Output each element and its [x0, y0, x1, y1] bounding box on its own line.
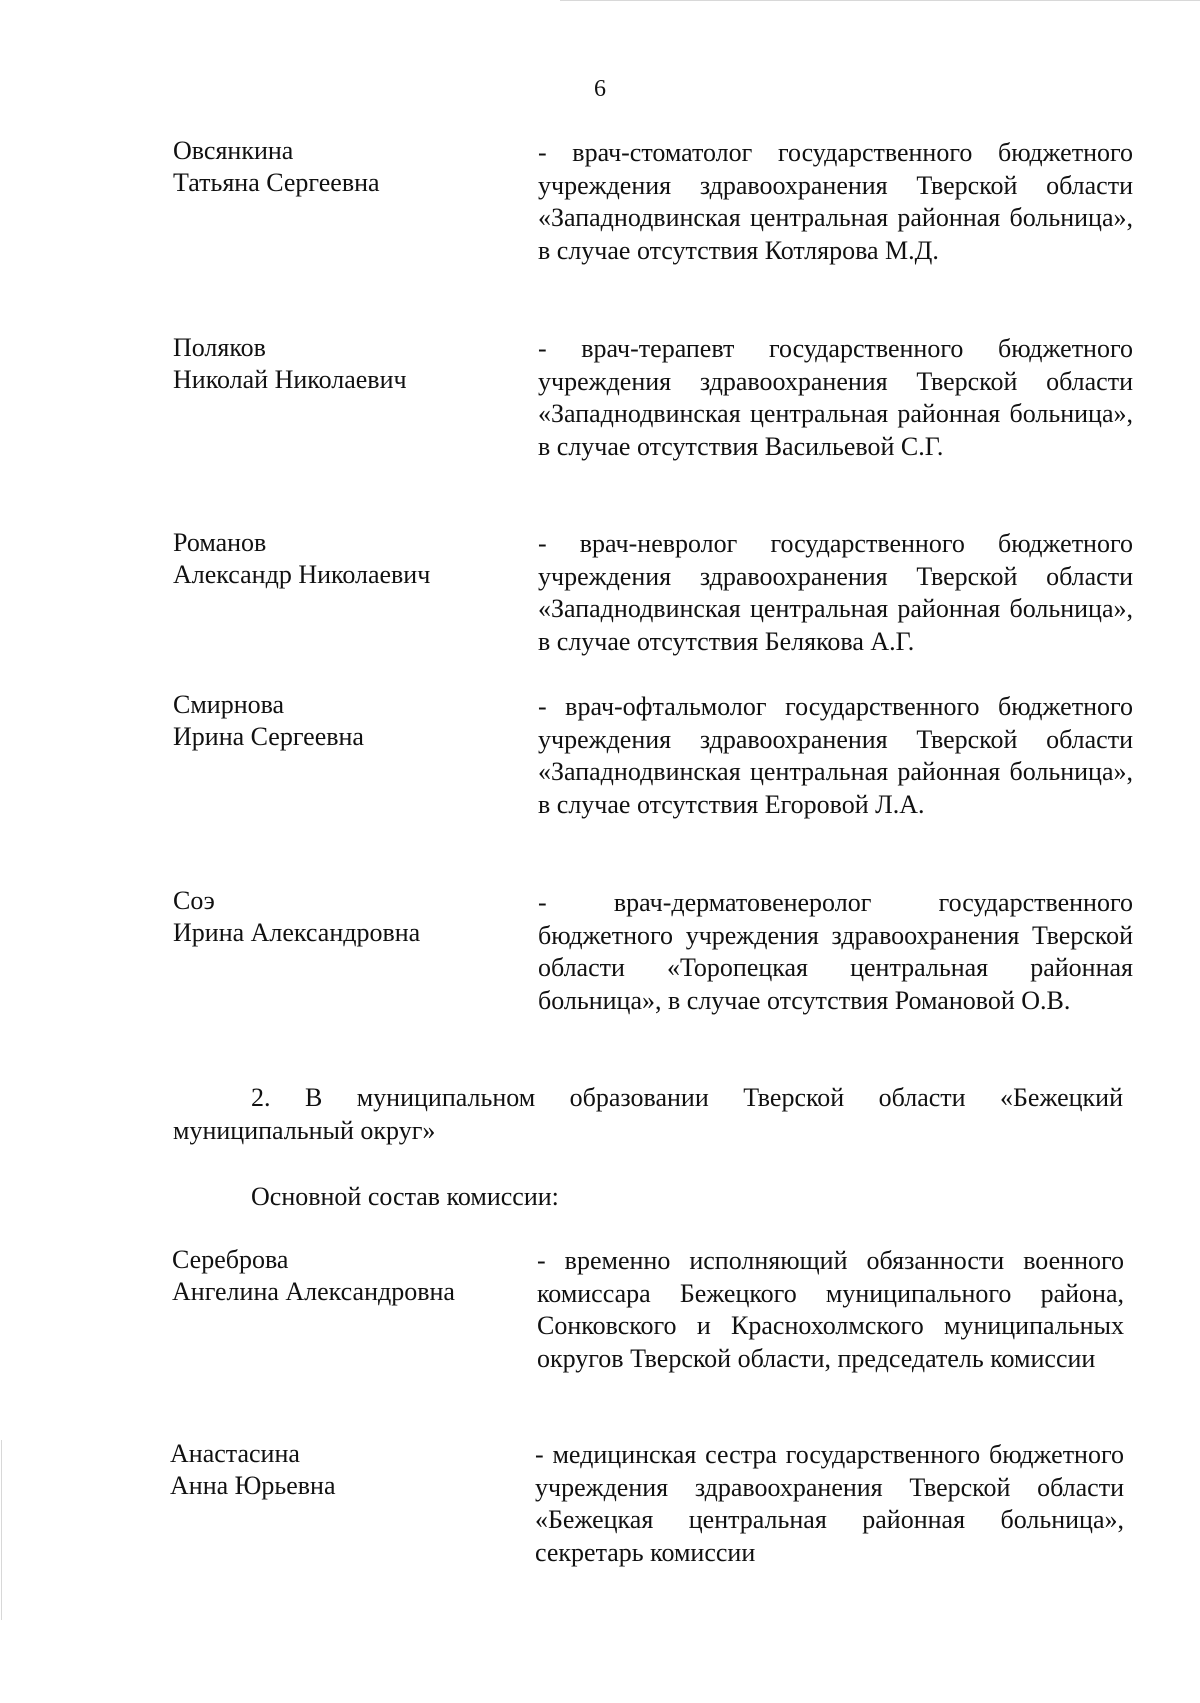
member-description: - врач-дерматовенеролог государственного бюджетного учреждения здравоохранения Тверской области «Торопецкая центральная районная больница», в случае отсутствия Романовой О.В. — [538, 888, 1133, 1015]
member-given-names: Татьяна Сергеевна — [173, 168, 380, 197]
member-surname: Овсянкина — [173, 136, 294, 165]
member-given-names: Анна Юрьевна — [170, 1471, 336, 1500]
member-name — [173, 135, 380, 199]
member-description: - временно исполняющий обязанности военного комиссара Бежецкого муниципального района, Сонковского и Краснохолмского муниципальных округов Тверской области, председатель комиссии — [537, 1246, 1124, 1373]
member-given-names: Ирина Александровна — [173, 918, 421, 947]
section-subheading: Основной состав комиссии: — [251, 1182, 559, 1211]
member-surname: Смирнова — [173, 690, 285, 719]
member-given-names: Ирина Сергеевна — [173, 722, 364, 751]
page-number: 6 — [594, 76, 606, 102]
member-given-names: Александр Николаевич — [173, 560, 431, 589]
member-name — [173, 689, 364, 753]
member-description: - врач-офтальмолог государственного бюджетного учреждения здравоохранения Тверской области «Западнодвинская центральная районная больница», в случае отсутствия Егоровой Л.А. — [538, 692, 1133, 819]
member-surname: Сереброва — [172, 1245, 289, 1274]
member-name — [173, 527, 430, 591]
scan-edge-top — [560, 0, 1200, 1]
member-name — [172, 1244, 455, 1308]
member-description: - врач-терапевт государственного бюджетного учреждения здравоохранения Тверской области «Западнодвинская центральная районная больница», в случае отсутствия Васильевой С.Г. — [538, 334, 1133, 461]
section-paragraph: 2. В муниципальном образовании Тверской области «Бежецкий муниципальный округ» — [173, 1083, 1123, 1145]
scan-edge-left — [1, 1440, 2, 1620]
member-name — [173, 332, 407, 396]
member-surname: Романов — [173, 528, 267, 557]
member-surname: Соэ — [173, 886, 215, 915]
member-given-names: Ангелина Александровна — [172, 1277, 455, 1306]
member-name — [173, 885, 420, 949]
member-name — [170, 1438, 336, 1502]
member-given-names: Николай Николаевич — [173, 365, 407, 394]
member-surname: Анастасина — [170, 1439, 300, 1468]
member-description: - врач-стоматолог государственного бюджетного учреждения здравоохранения Тверской области «Западнодвинская центральная районная больница», в случае отсутствия Котлярова М.Д. — [538, 138, 1133, 265]
member-surname: Поляков — [173, 333, 266, 362]
member-description: - медицинская сестра государственного бюджетного учреждения здравоохранения Тверской области «Бежецкая центральная районная больница», секретарь комиссии — [535, 1440, 1124, 1567]
member-description: - врач-невролог государственного бюджетного учреждения здравоохранения Тверской области «Западнодвинская центральная районная больница», в случае отсутствия Белякова А.Г. — [538, 529, 1133, 656]
